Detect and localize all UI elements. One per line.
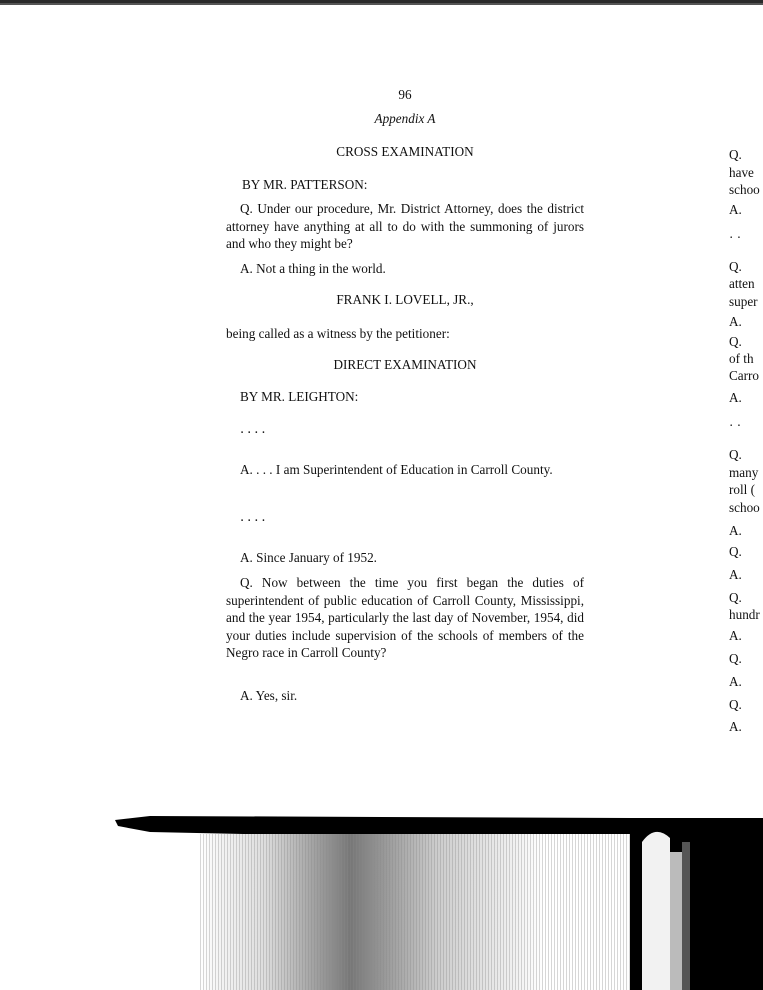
right-col-line: Q. xyxy=(729,147,742,162)
question-duties: Q. Now between the time you first began the duties of superintendent of public education of Carroll County, Mississippi, and the year 1954, particularly the last day of November, 1954, did your duties include supervision of the schools of members of the Negro race in Carroll County? xyxy=(226,575,584,661)
right-col-line: have xyxy=(729,165,754,180)
right-col-line: atten xyxy=(729,276,755,291)
right-col-line: A. xyxy=(729,719,742,734)
right-col-line: many xyxy=(729,465,759,480)
answer-superintendent: A. . . . I am Superintendent of Education in Carroll County. xyxy=(240,462,553,477)
page-number: 96 xyxy=(398,87,412,102)
right-col-line: schoo xyxy=(729,500,760,515)
right-col-line: Q. xyxy=(729,590,742,605)
answer-yes-sir: A. Yes, sir. xyxy=(240,688,298,703)
right-col-line: hundr xyxy=(729,607,760,622)
right-col-line: A. xyxy=(729,674,742,689)
examiner-leighton: BY MR. LEIGHTON: xyxy=(240,389,359,404)
right-col-line: A. xyxy=(729,523,742,538)
cross-examination-heading: CROSS EXAMINATION xyxy=(336,144,474,159)
right-col-line: · · xyxy=(729,230,742,245)
direct-examination-heading: DIRECT EXAMINATION xyxy=(333,357,477,372)
question-district-attorney: Q. Under our procedure, Mr. District Attorney, does the district attorney have anything at all to do with the summoning of jurors and who they might be? xyxy=(226,201,584,252)
right-col-line: A. xyxy=(729,567,742,582)
scan-shadow-artifact xyxy=(110,812,763,990)
right-col-line: Q. xyxy=(729,697,742,712)
right-col-line: · · xyxy=(729,418,742,433)
right-col-line: A. xyxy=(729,202,742,217)
right-col-line: roll ( xyxy=(729,482,756,497)
right-col-line: A. xyxy=(729,628,742,643)
right-col-line: schoo xyxy=(729,182,760,197)
right-col-line: Q. xyxy=(729,259,742,274)
right-col-line: of th xyxy=(729,351,754,366)
right-col-line: Q. xyxy=(729,334,742,349)
ellipsis-1: .... xyxy=(240,422,269,437)
right-col-line: A. xyxy=(729,314,742,329)
answer-since-1952: A. Since January of 1952. xyxy=(240,550,377,565)
appendix-label: Appendix A xyxy=(374,111,436,126)
right-col-line: super xyxy=(729,294,758,309)
right-col-line: A. xyxy=(729,390,742,405)
witness-name: FRANK I. LOVELL, JR., xyxy=(336,292,474,307)
examiner-patterson: BY MR. PATTERSON: xyxy=(242,177,368,192)
right-col-line: Carro xyxy=(729,368,760,383)
right-col-line: Q. xyxy=(729,447,742,462)
right-col-line: Q. xyxy=(729,651,742,666)
answer-not-a-thing: A. Not a thing in the world. xyxy=(240,261,386,276)
right-col-line: Q. xyxy=(729,544,742,559)
witness-called-line: being called as a witness by the petitioner: xyxy=(226,326,450,341)
ellipsis-2: .... xyxy=(240,510,269,525)
